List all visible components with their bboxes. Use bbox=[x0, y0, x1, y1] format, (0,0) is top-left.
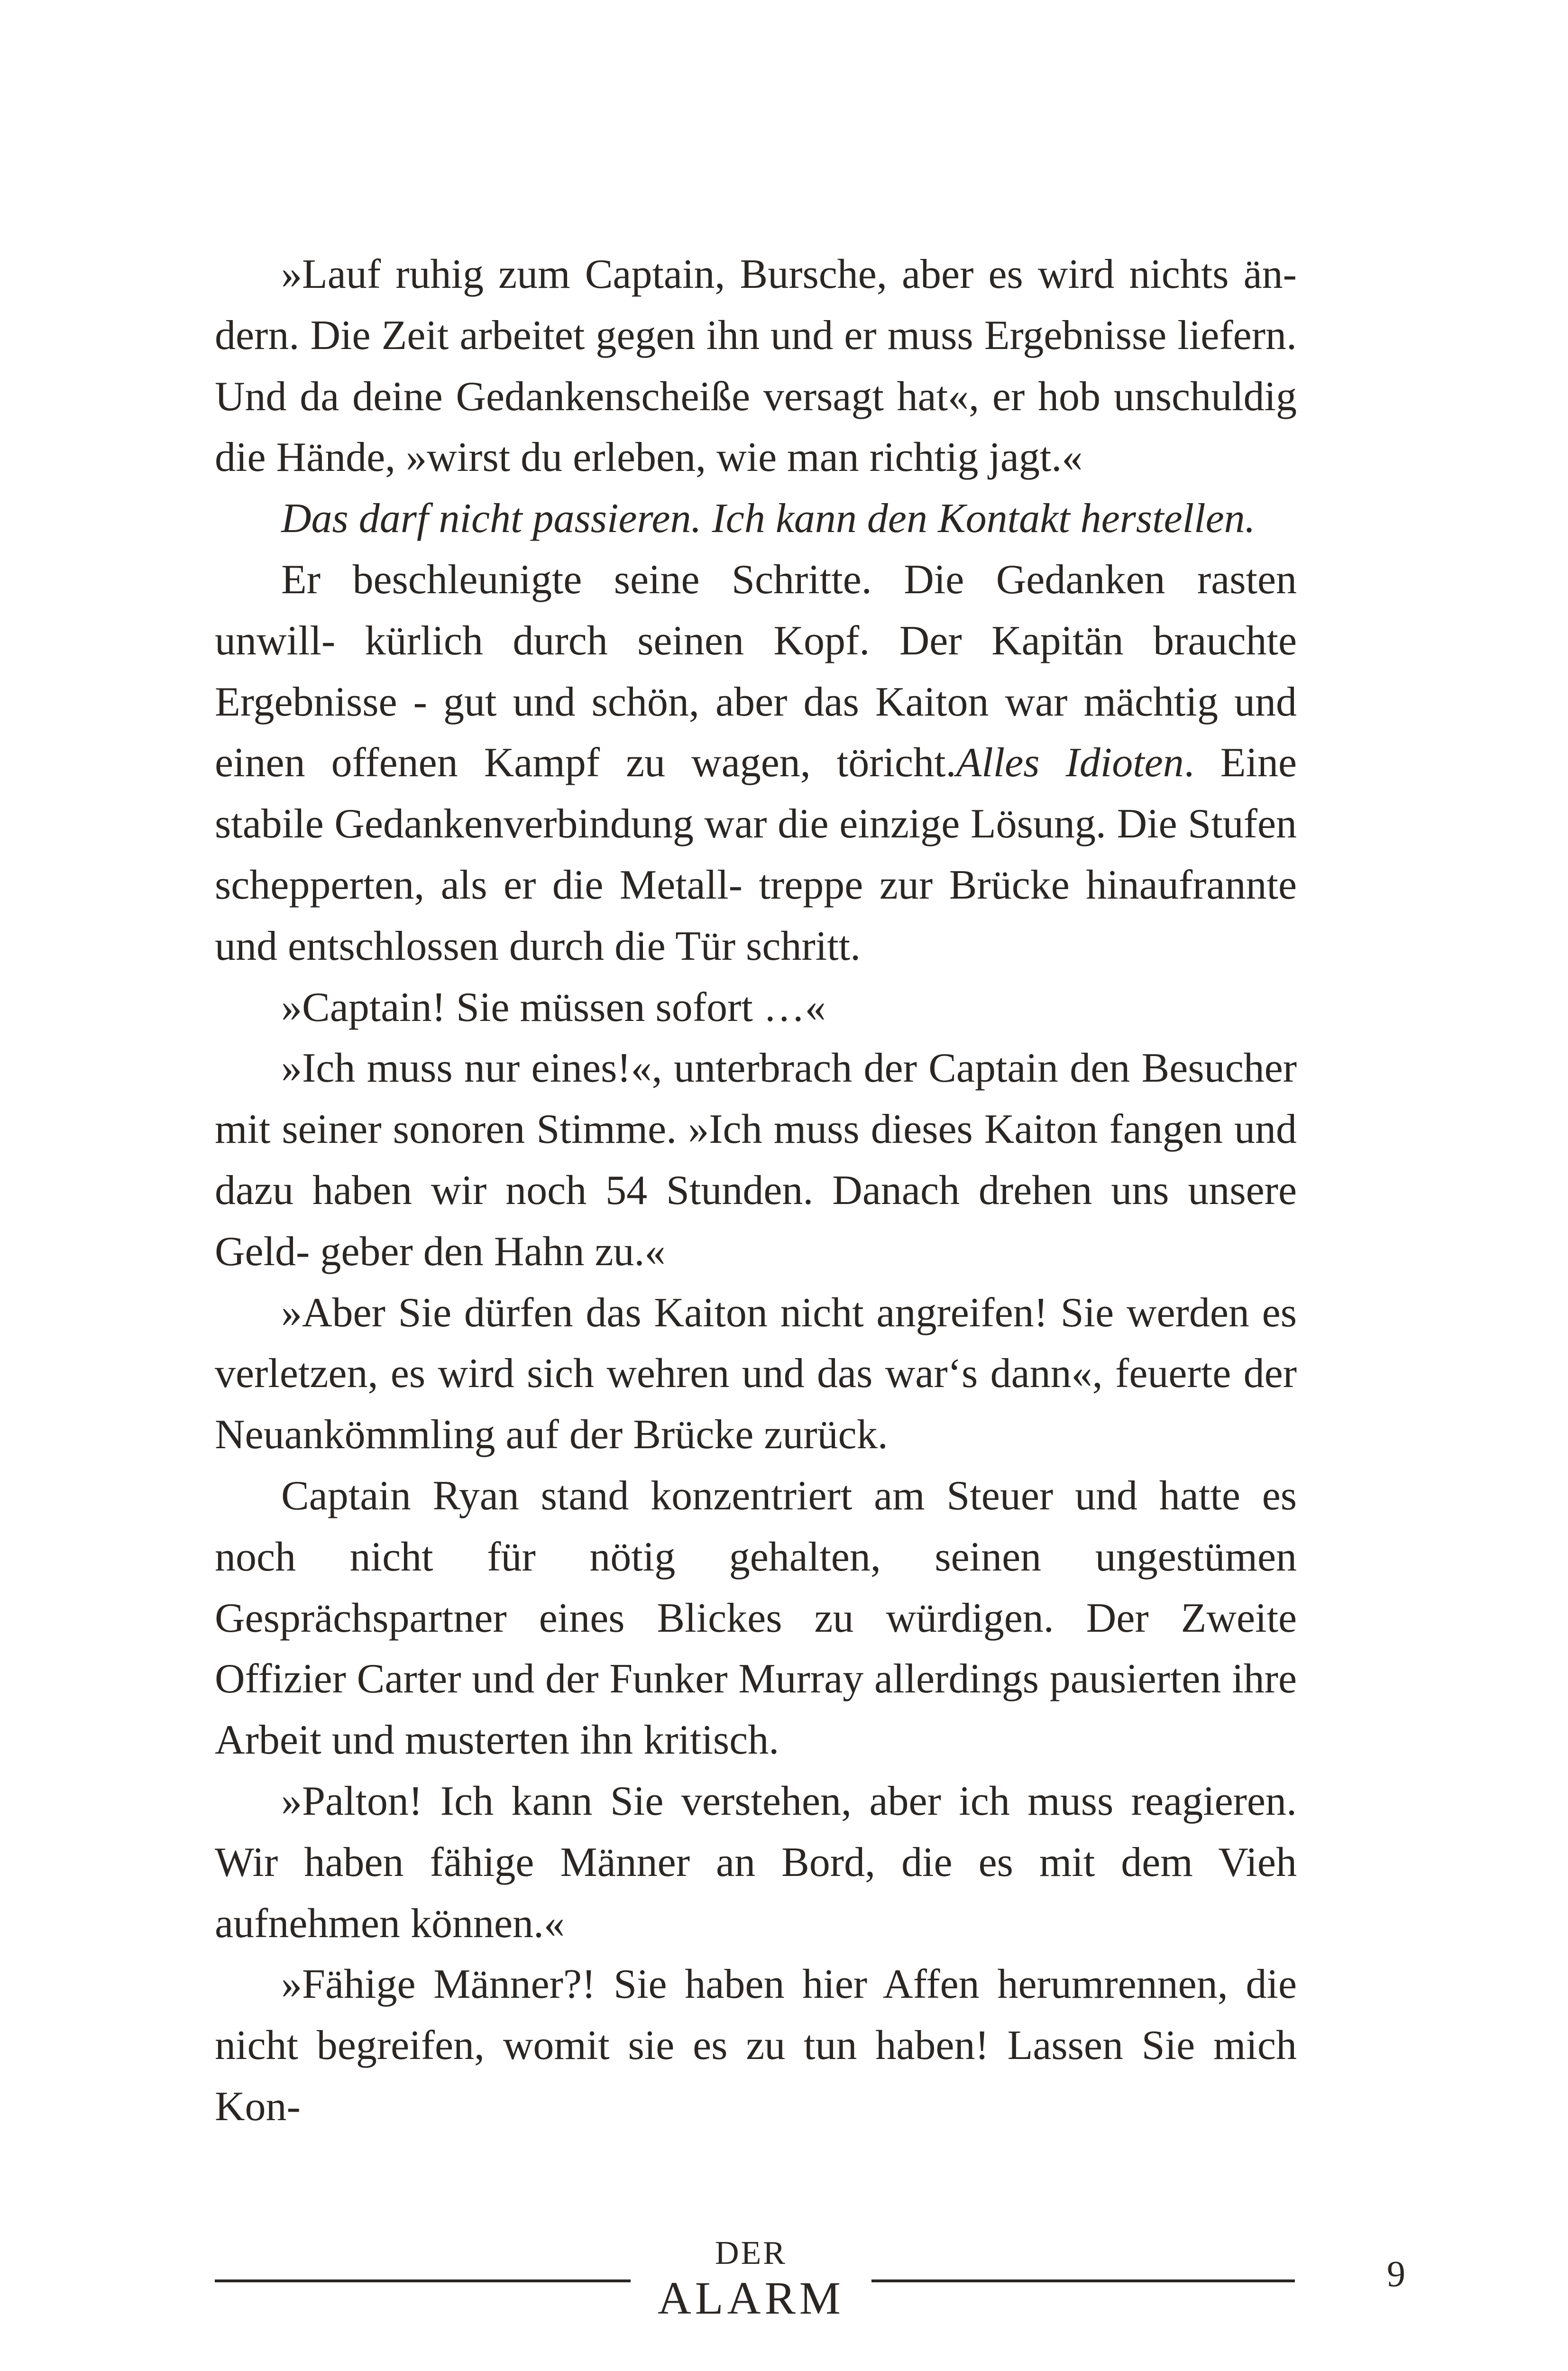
text-line: »Lauf ruhig zum Captain, Bursche, aber es wird nichts än- bbox=[281, 251, 1297, 297]
text-line: Neuankömmling auf der Brücke zurück. bbox=[215, 1412, 888, 1458]
text-line: »Captain! Sie müssen sofort …« bbox=[281, 984, 826, 1030]
text-line: dazu haben wir noch 54 Stunden. Danach drehen uns unsere Geld- bbox=[215, 1167, 1297, 1275]
paragraph bbox=[215, 550, 1297, 977]
text-line: können.« bbox=[410, 1900, 565, 1947]
text-line: die Hände, »wirst du erleben, wie man richtig jagt.« bbox=[215, 434, 1083, 481]
text-line: dern. Die Zeit arbeitet gegen ihn und er muss Ergebnisse liefern. bbox=[215, 312, 1297, 358]
text-line: kürlich durch seinen Kopf. Der Kapitän brauchte Ergebnisse - gut bbox=[215, 617, 1297, 725]
paragraph bbox=[215, 1954, 1297, 2137]
text-line: haben fähige Männer an Bord, die es mit dem Vieh aufnehmen bbox=[215, 1839, 1297, 1947]
text-line: nicht für nötig gehalten, seinen ungestümen Gesprächspartner bbox=[215, 1534, 1297, 1641]
footer-rule-left bbox=[215, 2279, 631, 2282]
text-line: Captain Ryan stand konzentriert am Steuer und hatte es noch bbox=[215, 1472, 1297, 1580]
logo-line-1: DER bbox=[715, 2235, 787, 2271]
paragraph-thought bbox=[215, 488, 1297, 550]
text-line: schritt. bbox=[746, 923, 861, 969]
text-line: Und da deine Gedankenscheiße versagt hat«, er hob unschuldig bbox=[215, 373, 1297, 420]
text-line: geber den Hahn zu.« bbox=[320, 1228, 666, 1275]
text-line: »Fähige Männer?! Sie haben hier Affen herumrennen, die bbox=[281, 1961, 1297, 2008]
text-line: verletzen, es wird sich wehren und das war‘s dann«, feuerte der bbox=[215, 1351, 1297, 1397]
text-line: und schön, aber das Kaiton war mächtig und einen offenen Kampf bbox=[215, 679, 1297, 786]
text-line: »Palton! Ich kann Sie verstehen, aber ich muss reagieren. Wir bbox=[215, 1778, 1297, 1885]
text-line: Er beschleunigte seine Schritte. Die Gedanken rasten unwill- bbox=[215, 556, 1297, 664]
text-line: »Ich muss nur eines!«, unterbrach der Captain den Besucher bbox=[281, 1045, 1297, 1092]
text-emphasis: Alles Idioten bbox=[956, 740, 1184, 786]
text-line: nicht begreifen, womit sie es zu tun haben! Lassen Sie mich Kon- bbox=[215, 2022, 1297, 2130]
logo-line-2: ALARM bbox=[658, 2273, 844, 2324]
paragraph bbox=[215, 244, 1297, 488]
footer-rule-right bbox=[871, 2279, 1295, 2282]
text-line: Funker Murray allerdings pausierten ihre Arbeit und musterten bbox=[215, 1656, 1297, 1764]
text-line: treppe zur Brücke hinaufrannte und entschlossen durch die Tür bbox=[215, 862, 1297, 969]
text-line: Das darf nicht passieren. Ich kann den Kontakt herstellen. bbox=[281, 496, 1256, 542]
text-line: . Eine stabile Gedankenverbindung bbox=[215, 740, 1297, 847]
paragraph bbox=[215, 1771, 1297, 1954]
paragraph bbox=[215, 1038, 1297, 1282]
text-line: war die einzige Lösung. Die Stufen schepperten, als er die Metall- bbox=[215, 801, 1297, 908]
text-line: eines Blickes zu würdigen. Der Zweite Offizier Carter und der bbox=[215, 1595, 1297, 1702]
text-line: ihn kritisch. bbox=[579, 1717, 779, 1764]
page-number: 9 bbox=[1387, 2253, 1405, 2294]
text-line: »Aber Sie dürfen das Kaiton nicht angreifen! Sie werden es bbox=[281, 1289, 1297, 1336]
book-title-logo bbox=[631, 2233, 871, 2333]
page-body bbox=[215, 244, 1297, 2138]
text-line: mit seiner sonoren Stimme. »Ich muss dieses Kaiton fangen und bbox=[215, 1106, 1297, 1153]
paragraph bbox=[215, 977, 1297, 1038]
paragraph bbox=[215, 1283, 1297, 1466]
text-line: zu wagen, töricht. bbox=[626, 740, 956, 786]
paragraph bbox=[215, 1466, 1297, 1771]
